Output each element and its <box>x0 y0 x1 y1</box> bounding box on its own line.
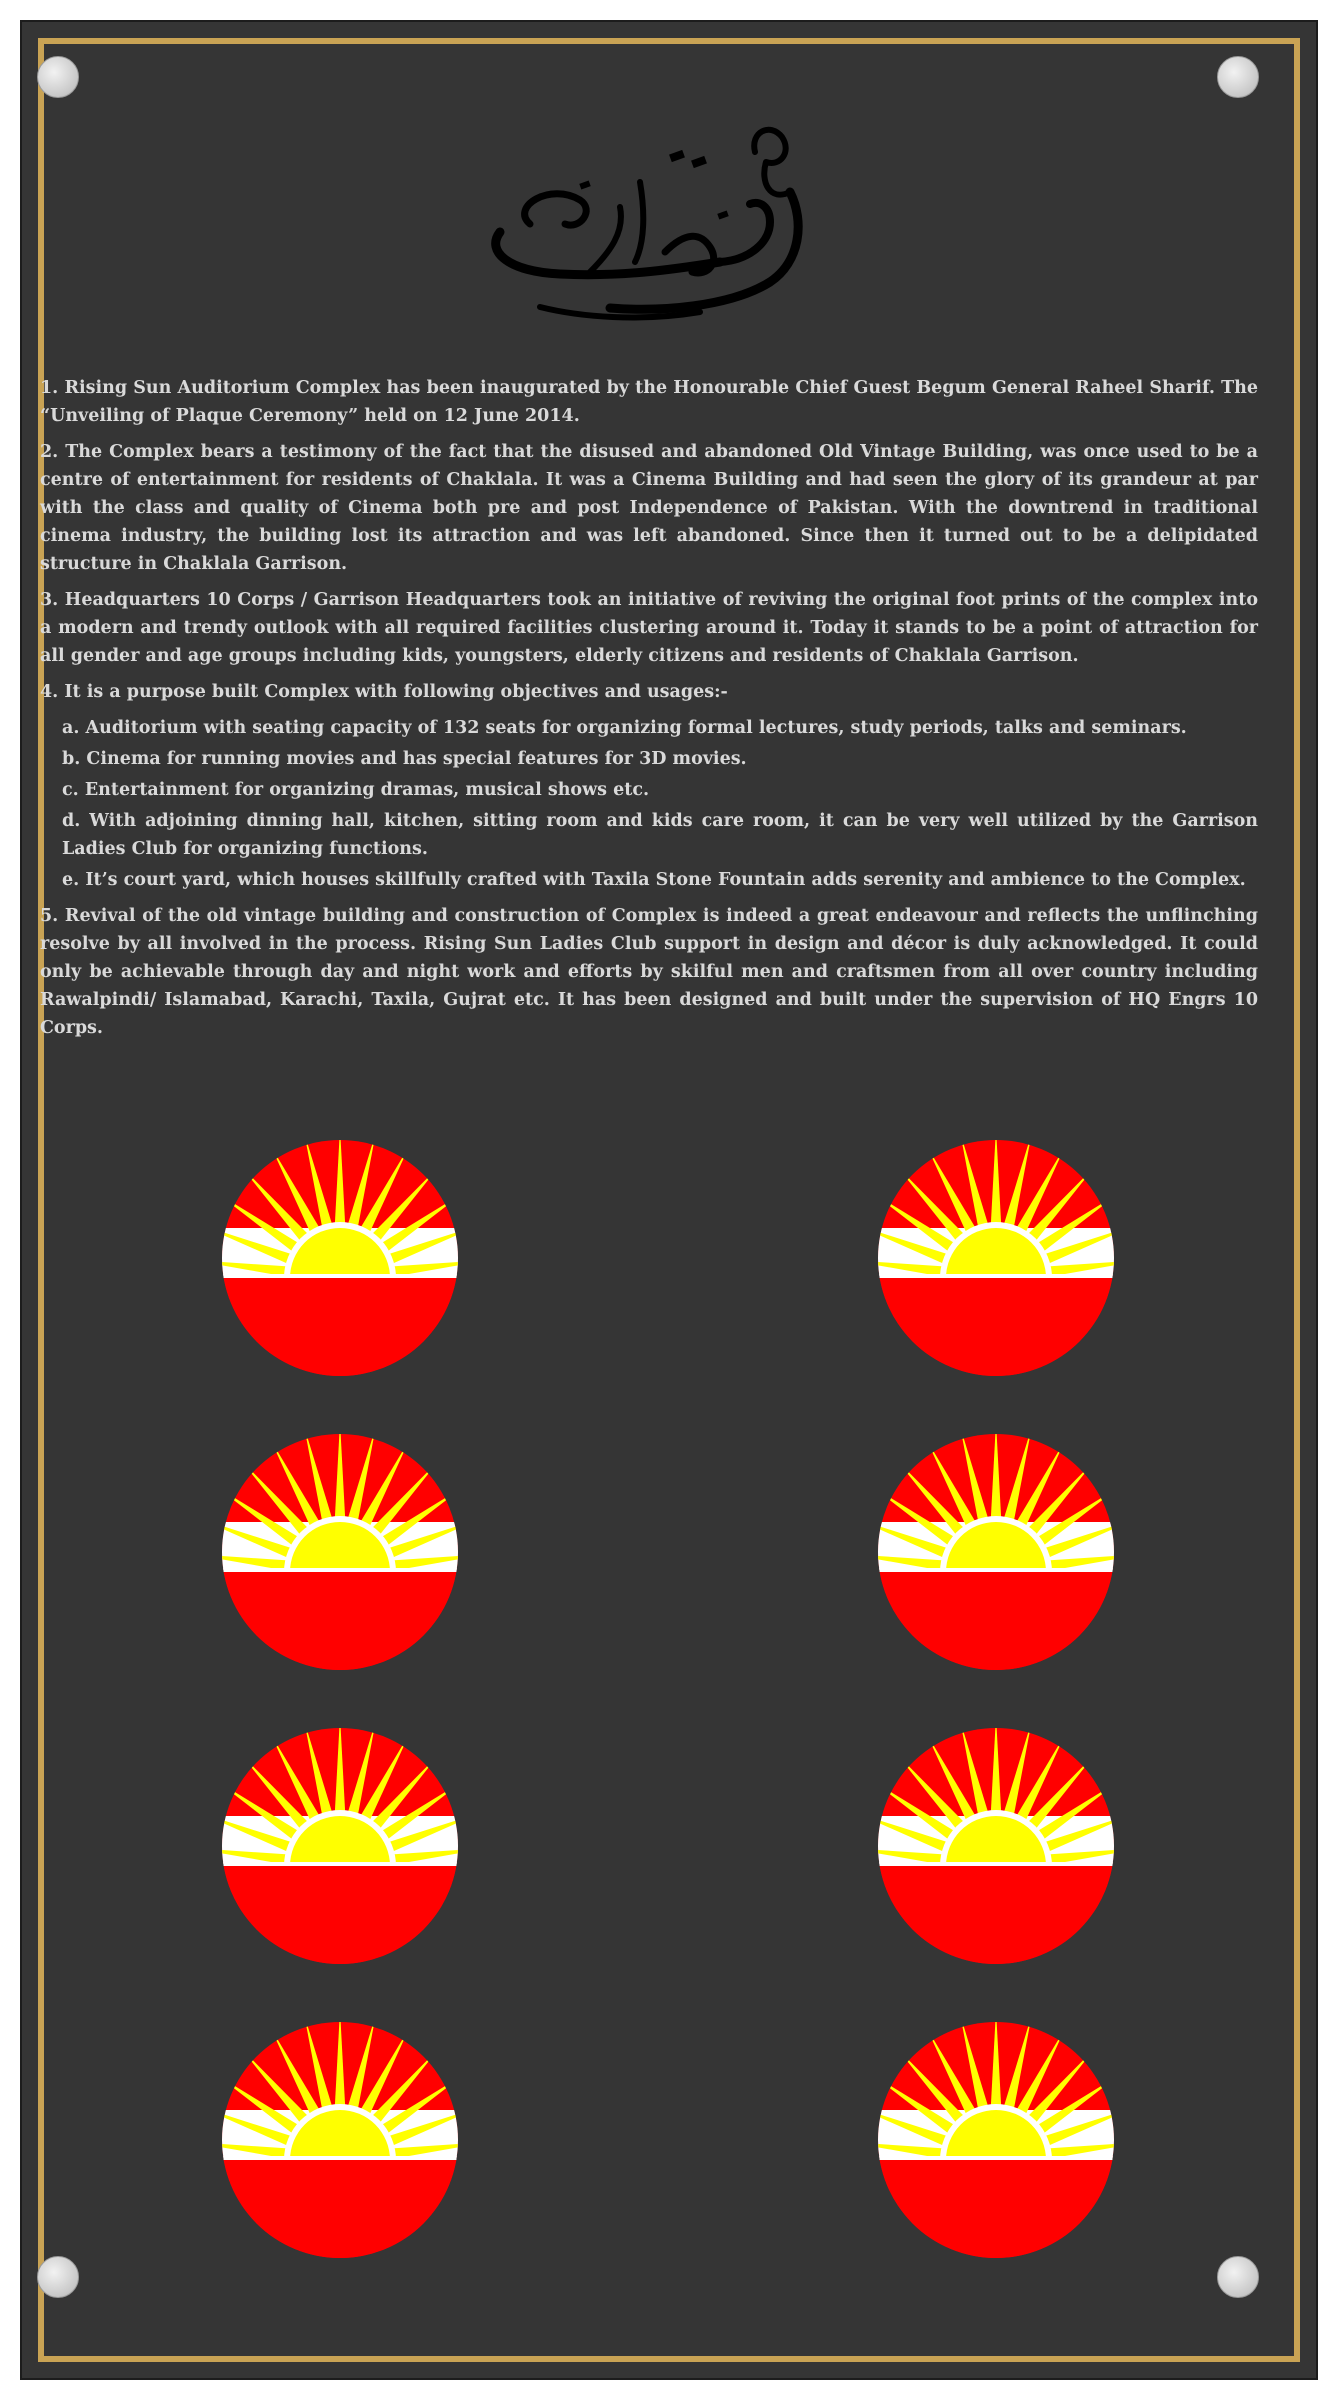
screw-icon <box>37 2256 79 2298</box>
screw-icon <box>1217 2256 1259 2298</box>
list-item: b. Cinema for running movies and has special features for 3D movies. <box>62 749 747 769</box>
rising-sun-emblem-icon <box>220 1432 460 1672</box>
rising-sun-emblem-icon <box>220 1138 460 1378</box>
paragraph-1: 1. Rising Sun Auditorium Complex has been inaugurated by the Honourable Chief Guest Begum General Raheel Sharif. The “Unveiling of Plaque Ceremony” held on 12 June 2014. <box>40 378 1258 426</box>
paragraph-5: 5. Revival of the old vintage building and construction of Complex is indeed a great endeavour and reflects the unflinching resolve by all involved in the process. Rising Sun Ladies Club support in design and décor is duly acknowledged. It could only be achievable through day and night work and efforts by skilful men and craftsmen from all over country including Rawalpindi/ Islamabad, Karachi, Taxila, Gujrat etc. It has been designed and built under the supervision of HQ Engrs 10 Corps. <box>40 906 1258 1038</box>
plaque-text <box>40 374 1258 1050</box>
paragraph-2: 2. The Complex bears a testimony of the fact that the disused and abandoned Old Vintage Building, was once used to be a centre of entertainment for residents of Chaklala. It was a Cinema Building and had seen the glory of its grandeur at par with the class and quality of Cinema both pre and post Independence of Pakistan. With the downtrend in traditional cinema industry, the building lost its attraction and was left abandoned. Since then it turned out to be a delipidated structure in Chaklala Garrison. <box>40 442 1258 574</box>
urdu-calligraphy-icon <box>470 112 830 332</box>
paragraph-3: 3. Headquarters 10 Corps / Garrison Headquarters took an initiative of reviving the original foot prints of the complex into a modern and trendy outlook with all required facilities clustering around it. Today it stands to be a point of attraction for all gender and age groups including kids, youngsters, elderly citizens and residents of Chaklala Garrison. <box>40 590 1258 666</box>
screw-icon <box>37 56 79 98</box>
rising-sun-emblem-icon <box>876 1726 1116 1966</box>
rising-sun-emblem-icon <box>876 2020 1116 2260</box>
rising-sun-emblem-icon <box>220 2020 460 2260</box>
list-item: d. With adjoining dinning hall, kitchen, sitting room and kids care room, it can be very well utilized by the Garrison Ladies Club for organizing functions. <box>62 811 1258 859</box>
rising-sun-emblem-icon <box>876 1432 1116 1672</box>
objectives-list <box>40 714 1258 894</box>
paragraph-4: 4. It is a purpose built Complex with following objectives and usages:- <box>40 682 728 702</box>
list-item: a. Auditorium with seating capacity of 132 seats for organizing formal lectures, study periods, talks and seminars. <box>62 718 1187 738</box>
rising-sun-emblem-icon <box>220 1726 460 1966</box>
screw-icon <box>1217 56 1259 98</box>
list-item: e. It’s court yard, which houses skillfully crafted with Taxila Stone Fountain adds serenity and ambience to the Complex. <box>62 870 1246 890</box>
rising-sun-emblem-icon <box>876 1138 1116 1378</box>
list-item: c. Entertainment for organizing dramas, musical shows etc. <box>62 780 650 800</box>
